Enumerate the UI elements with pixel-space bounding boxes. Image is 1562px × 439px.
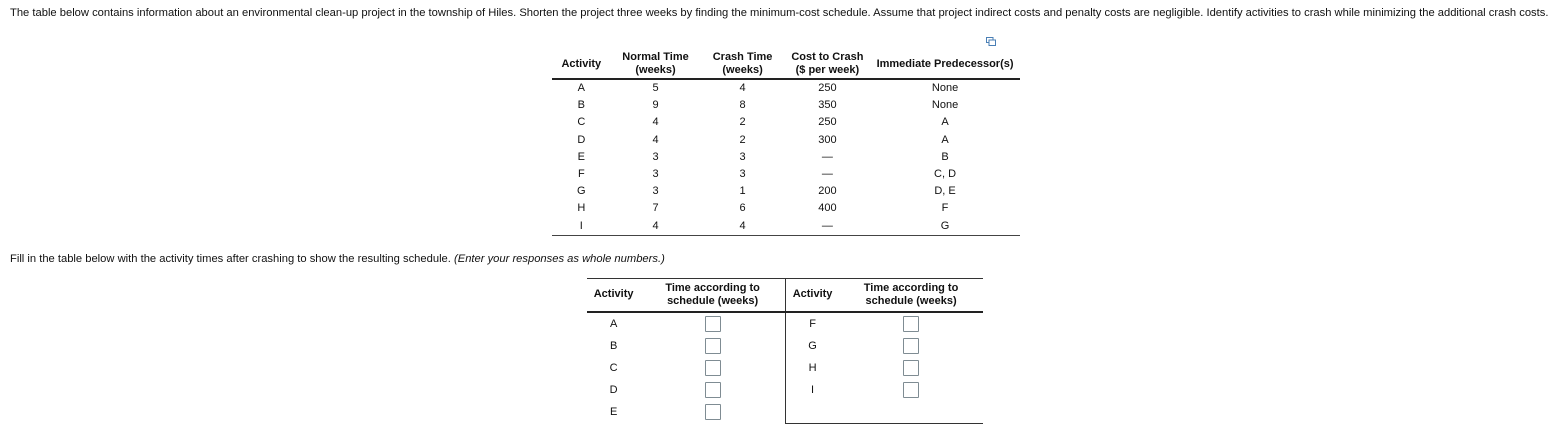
table-row — [552, 218, 1020, 236]
normal-time-cell: 9 — [652, 99, 659, 112]
predecessor-cell: B — [941, 150, 949, 163]
normal-time-cell: 4 — [652, 116, 659, 129]
col-header-cost-to-crash — [785, 51, 870, 79]
activity-cell: A — [577, 82, 585, 95]
normal-time-cell: 4 — [652, 133, 659, 146]
cost-cell: — — [821, 168, 833, 181]
crash-time-cell: 3 — [739, 150, 746, 163]
activity-cell: D — [609, 384, 618, 396]
table-row — [552, 114, 1020, 131]
schedule-table-right — [785, 278, 983, 424]
normal-time-cell: 3 — [652, 168, 659, 181]
crash-time-cell: 6 — [739, 202, 746, 215]
activity-cell: B — [609, 340, 618, 352]
normal-time-cell: 7 — [652, 202, 659, 215]
table-row — [552, 132, 1020, 149]
activity-cell: G — [577, 185, 586, 198]
col-header-predecessors: Immediate Predecessor(s) — [870, 51, 1020, 79]
predecessor-cell: None — [931, 82, 959, 95]
crash-time-cell: 1 — [739, 185, 746, 198]
table-row — [552, 166, 1020, 183]
crash-time-cell: 4 — [739, 219, 746, 232]
activity-cell: C — [577, 116, 586, 129]
cost-cell: 400 — [818, 202, 837, 215]
col-header-activity: Activity — [786, 279, 840, 313]
table-row — [786, 335, 984, 357]
time-input-d[interactable] — [705, 382, 721, 398]
col-header-scheduled-time — [640, 279, 785, 313]
table-row — [552, 200, 1020, 217]
predecessor-cell: D, E — [934, 185, 956, 198]
question-text: The table below contains information about an environmental clean-up project in the township of Hiles. Shorten the project three weeks by finding the minimum-cost schedule. Assume that project indirect costs and penalty costs are negligible. Identify activities to crash while minimizing the additional crash costs. — [10, 7, 1549, 19]
instructions-main: Fill in the table below with the activity times after crashing to show the resulting schedule. — [10, 253, 454, 265]
cost-cell: 350 — [818, 99, 837, 112]
table-row-empty — [786, 401, 984, 424]
scheduled-time-label: Time according to — [863, 281, 959, 294]
col-header-scheduled-time — [839, 279, 983, 313]
predecessor-cell: A — [941, 133, 949, 146]
table-row — [786, 379, 984, 401]
crash-time-unit: (weeks) — [722, 64, 763, 76]
table-row — [552, 183, 1020, 200]
normal-time-cell: 3 — [652, 185, 659, 198]
cost-cell: — — [821, 219, 833, 232]
crash-time-cell: 8 — [739, 99, 746, 112]
normal-time-unit: (weeks) — [635, 64, 676, 76]
activity-cell: H — [808, 362, 817, 374]
col-header-activity: Activity — [552, 51, 611, 79]
crash-time-cell: 2 — [739, 133, 746, 146]
activity-cell: B — [577, 99, 585, 112]
activity-cell: E — [609, 406, 618, 418]
activity-cell: A — [609, 318, 618, 330]
table-row — [552, 149, 1020, 166]
cost-cell: 250 — [818, 82, 837, 95]
scheduled-time-unit: schedule (weeks) — [865, 294, 957, 307]
activity-cell: F — [809, 318, 816, 330]
predecessor-cell: F — [941, 202, 949, 215]
scheduled-time-label: Time according to — [665, 281, 760, 294]
cost-cell: 200 — [818, 185, 837, 198]
cost-cell: 300 — [818, 133, 837, 146]
activity-cell: F — [577, 168, 585, 181]
table-row — [587, 357, 785, 379]
time-input-c[interactable] — [705, 360, 721, 376]
table-row — [587, 312, 785, 335]
activity-cell: I — [811, 384, 815, 396]
predecessor-cell: G — [940, 219, 950, 232]
col-header-crash-time — [700, 51, 784, 79]
time-input-a[interactable] — [705, 316, 721, 332]
table-row — [786, 357, 984, 379]
predecessor-cell: C, D — [934, 168, 957, 181]
activity-cell: I — [579, 219, 583, 232]
col-header-activity: Activity — [587, 279, 640, 313]
normal-time-cell: 3 — [652, 150, 659, 163]
col-header-normal-time — [611, 51, 701, 79]
activity-cell: H — [577, 202, 586, 215]
instructions-note: (Enter your responses as whole numbers.) — [454, 253, 665, 265]
normal-time-cell: 5 — [652, 82, 659, 95]
normal-time-cell: 4 — [652, 219, 659, 232]
crash-time-cell: 4 — [739, 82, 746, 95]
time-input-g[interactable] — [903, 338, 919, 354]
time-input-i[interactable] — [903, 382, 919, 398]
cost-label: Cost to Crash — [791, 51, 864, 63]
time-input-h[interactable] — [903, 360, 919, 376]
project-data-table — [552, 51, 1020, 236]
activity-cell: D — [577, 133, 586, 146]
activity-cell: C — [609, 362, 618, 374]
activity-cell: E — [577, 150, 585, 163]
predecessor-cell: A — [941, 116, 949, 129]
cost-cell: 250 — [818, 116, 837, 129]
time-input-f[interactable] — [903, 316, 919, 332]
normal-time-label: Normal Time — [622, 51, 689, 63]
instructions — [10, 253, 665, 265]
scheduled-time-unit: schedule (weeks) — [667, 294, 759, 307]
table-row — [552, 79, 1020, 97]
copy-icon[interactable] — [986, 37, 996, 46]
table-row — [552, 97, 1020, 114]
activity-cell: G — [808, 340, 817, 352]
crash-time-cell: 3 — [739, 168, 746, 181]
table-row — [587, 401, 785, 423]
table-row — [587, 379, 785, 401]
crash-time-label: Crash Time — [712, 51, 773, 63]
schedule-table-left — [587, 278, 785, 423]
table-row — [786, 312, 984, 335]
time-input-e[interactable] — [705, 404, 721, 420]
cost-unit: ($ per week) — [795, 64, 860, 76]
time-input-b[interactable] — [705, 338, 721, 354]
cost-cell: — — [821, 150, 833, 163]
table-row — [587, 335, 785, 357]
predecessor-cell: None — [931, 99, 959, 112]
crash-time-cell: 2 — [739, 116, 746, 129]
